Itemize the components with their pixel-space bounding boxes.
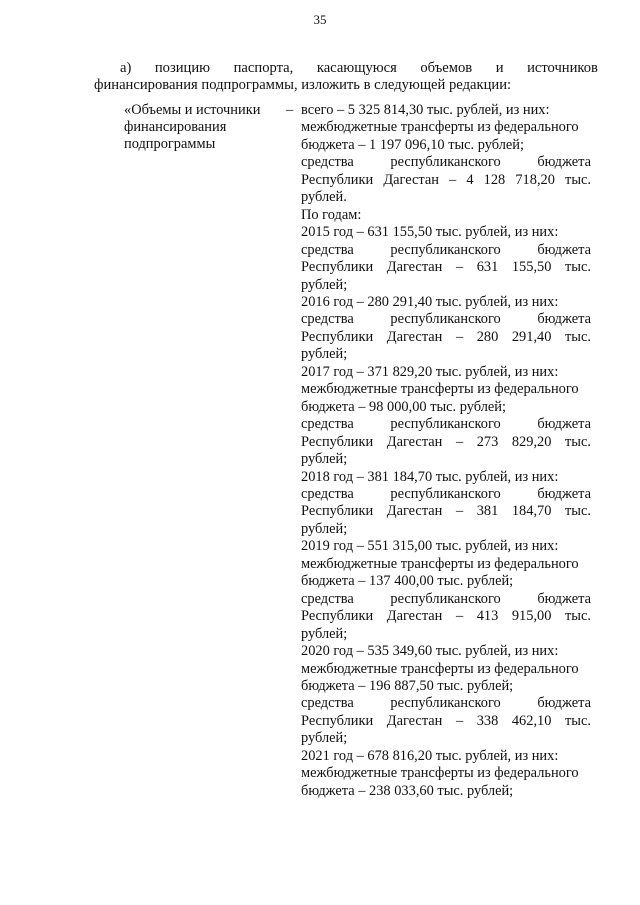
text-line: рублей; (301, 625, 348, 642)
intro-word: а) (120, 60, 132, 76)
text-line: рублей; (301, 451, 348, 468)
text-line: межбюджетные трансферты из федерального (301, 555, 579, 572)
line-word: тыс. (565, 171, 591, 188)
text-line: рублей; (301, 730, 348, 747)
line-word: республиканского (390, 695, 501, 712)
passport-item-value (301, 102, 591, 800)
line-word: республиканского (390, 416, 501, 433)
line-word: тыс. (565, 433, 591, 450)
line-word: – (455, 503, 464, 520)
line-word: Республики (301, 608, 374, 625)
text-line: рублей; (301, 346, 348, 363)
line-word: Республики (301, 503, 374, 520)
line-word: Дагестан (386, 712, 443, 729)
line-word: Дагестан (386, 328, 443, 345)
line-word: 128 (483, 171, 506, 188)
line-word: Республики (301, 433, 374, 450)
intro-word: касающуюся (316, 60, 397, 76)
line-word: Республики (301, 171, 374, 188)
line-word: бюджета (537, 241, 591, 258)
label-line: финансирования (124, 119, 227, 135)
line-word: Дагестан (386, 608, 443, 625)
line-word: 462,10 (511, 712, 552, 729)
intro-line (94, 60, 598, 77)
intro-word: источников (527, 60, 598, 76)
justified-line (301, 695, 591, 712)
text-line: межбюджетные трансферты из федерального (301, 765, 579, 782)
line-word: – (455, 712, 464, 729)
line-word: – (455, 259, 464, 276)
justified-line (301, 329, 591, 346)
passport-item-label (124, 102, 294, 153)
line-word: 829,20 (511, 433, 552, 450)
line-word: Дагестан (386, 259, 443, 276)
line-word: средства (301, 241, 354, 258)
justified-line (301, 416, 591, 433)
line-word: тыс. (565, 608, 591, 625)
line-word: 280 (476, 328, 499, 345)
line-word: республиканского (390, 485, 501, 502)
justified-line (301, 486, 591, 503)
justified-line (301, 713, 591, 730)
line-word: 338 (476, 712, 499, 729)
text-line: бюджета – 137 400,00 тыс. рублей; (301, 573, 514, 590)
line-word: 915,00 (511, 608, 552, 625)
line-word: средства (301, 695, 354, 712)
text-line: 2016 год – 280 291,40 тыс. рублей, из них: (301, 293, 559, 310)
line-word: – (455, 608, 464, 625)
line-word: 184,70 (511, 503, 552, 520)
text-line: 2017 год – 371 829,20 тыс. рублей, из них: (301, 363, 559, 380)
line-word: бюджета (537, 154, 591, 171)
line-word: – (455, 328, 464, 345)
line-word: бюджета (537, 416, 591, 433)
justified-line (301, 503, 591, 520)
justified-line (301, 591, 591, 608)
line-word: 413 (476, 608, 499, 625)
line-word: республиканского (390, 311, 501, 328)
text-line: всего – 5 325 814,30 тыс. рублей, из них: (301, 102, 550, 118)
intro-word: объемов (420, 60, 473, 76)
justified-line (301, 154, 591, 171)
line-word: – (449, 171, 457, 188)
text-line: По годам: (301, 206, 362, 223)
line-word: средства (301, 311, 354, 328)
label-line: подпрограммы (124, 136, 216, 152)
label-line: «Объемы и источники (124, 102, 261, 118)
text-line: бюджета – 98 000,00 тыс. рублей; (301, 398, 506, 415)
item-dash: – (286, 102, 294, 118)
line-word: 273 (476, 433, 499, 450)
line-word: средства (301, 416, 354, 433)
text-line: рублей; (301, 276, 348, 293)
text-line: бюджета – 1 197 096,10 тыс. рублей; (301, 136, 524, 153)
text-line: рублей; (301, 520, 348, 537)
justified-line (301, 434, 591, 451)
intro-paragraph (94, 60, 598, 94)
intro-word: позицию (154, 60, 211, 76)
justified-line (301, 311, 591, 328)
text-line: бюджета – 238 033,60 тыс. рублей; (301, 782, 514, 799)
line-word: республиканского (390, 154, 501, 171)
line-word: – (455, 433, 464, 450)
text-line: межбюджетные трансферты из федерального (301, 381, 579, 398)
text-line: межбюджетные трансферты из федерального (301, 660, 579, 677)
line-word: Дагестан (383, 171, 439, 188)
line-word: 381 (476, 503, 499, 520)
line-word: 291,40 (511, 328, 552, 345)
text-line: 2020 год – 535 349,60 тыс. рублей, из них: (301, 643, 559, 660)
text-line: рублей. (301, 189, 347, 206)
text-line: межбюджетные трансферты из федерального (301, 119, 579, 136)
line-word: Республики (301, 712, 374, 729)
line-word: Республики (301, 259, 374, 276)
justified-line (301, 172, 591, 189)
line-word: бюджета (537, 695, 591, 712)
line-word: республиканского (390, 241, 501, 258)
line-word: тыс. (565, 503, 591, 520)
line-word: республиканского (390, 590, 501, 607)
line-word: тыс. (565, 712, 591, 729)
text-line: 2021 год – 678 816,20 тыс. рублей, из них: (301, 747, 559, 764)
line-word: средства (301, 485, 354, 502)
text-line: бюджета – 196 887,50 тыс. рублей; (301, 677, 514, 694)
line-word: Дагестан (386, 433, 443, 450)
line-word: бюджета (537, 485, 591, 502)
line-word: Республики (301, 328, 374, 345)
line-word: средства (301, 154, 354, 171)
line-word: тыс. (565, 259, 591, 276)
text-line: 2018 год – 381 184,70 тыс. рублей, из них: (301, 468, 559, 485)
text-line: 2019 год – 551 315,00 тыс. рублей, из них: (301, 538, 559, 555)
justified-line (301, 259, 591, 276)
intro-word: и (495, 60, 504, 76)
line-word: 718,20 (515, 171, 555, 188)
page-number: 35 (313, 12, 327, 27)
intro-line: финансирования подпрограммы, изложить в следующей редакции: (94, 77, 512, 93)
line-word: Дагестан (386, 503, 443, 520)
line-word: бюджета (537, 311, 591, 328)
justified-line (301, 242, 591, 259)
line-word: тыс. (565, 328, 591, 345)
intro-word: паспорта, (233, 60, 294, 76)
line-word: 631 (476, 259, 499, 276)
line-word: 155,50 (511, 259, 552, 276)
line-word: бюджета (537, 590, 591, 607)
justified-line (301, 608, 591, 625)
line-word: средства (301, 590, 354, 607)
line-word: 4 (466, 171, 474, 188)
text-line: 2015 год – 631 155,50 тыс. рублей, из них: (301, 224, 559, 241)
